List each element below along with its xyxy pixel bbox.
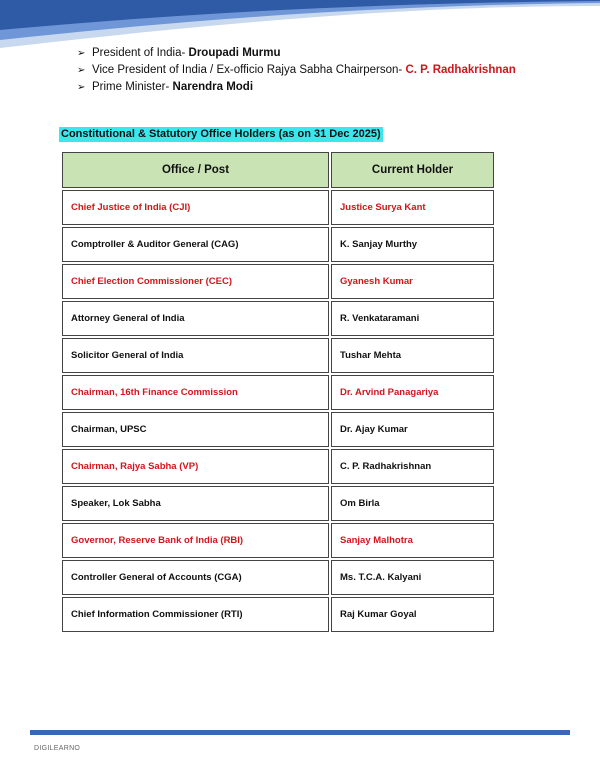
holder-cell: Dr. Ajay Kumar (331, 412, 494, 447)
office-cell: Chief Justice of India (CJI) (62, 190, 329, 225)
footer-brand: DIGILEARNO (34, 745, 81, 752)
footer-bar (30, 730, 570, 735)
key-officials-list (77, 45, 516, 96)
table-row (62, 301, 494, 336)
table-row (62, 523, 494, 558)
holder-cell: Raj Kumar Goyal (331, 597, 494, 632)
office-cell: Chairman, 16th Finance Commission (62, 375, 329, 410)
holder-cell: Om Birla (331, 486, 494, 521)
office-cell: Chief Information Commissioner (RTI) (62, 597, 329, 632)
arrow-bullet-icon: ➢ (77, 65, 86, 76)
column-header-office: Office / Post (62, 152, 329, 188)
holder-cell: R. Venkataramani (331, 301, 494, 336)
holder-cell: Dr. Arvind Panagariya (331, 375, 494, 410)
arrow-bullet-icon: ➢ (77, 82, 86, 93)
table-row (62, 375, 494, 410)
table-row (62, 597, 494, 632)
list-item (77, 79, 516, 96)
holder-cell: Tushar Mehta (331, 338, 494, 373)
column-header-holder: Current Holder (331, 152, 494, 188)
office-cell: Chief Election Commissioner (CEC) (62, 264, 329, 299)
office-cell: Attorney General of India (62, 301, 329, 336)
table-row (62, 560, 494, 595)
office-cell: Comptroller & Auditor General (CAG) (62, 227, 329, 262)
table-row (62, 449, 494, 484)
office-cell: Solicitor General of India (62, 338, 329, 373)
office-cell: Chairman, Rajya Sabha (VP) (62, 449, 329, 484)
list-item (77, 62, 516, 79)
office-cell: Controller General of Accounts (CGA) (62, 560, 329, 595)
list-item (77, 45, 516, 62)
arrow-bullet-icon: ➢ (77, 48, 86, 59)
table-row (62, 338, 494, 373)
office-holders-table (60, 150, 496, 634)
office-cell: Governor, Reserve Bank of India (RBI) (62, 523, 329, 558)
table-row (62, 227, 494, 262)
holder-cell: Ms. T.C.A. Kalyani (331, 560, 494, 595)
table-row (62, 264, 494, 299)
bullet-label: Vice President of India / Ex-officio Rajya Sabha Chairperson- (92, 64, 406, 76)
holder-cell: Gyanesh Kumar (331, 264, 494, 299)
section-title: Constitutional & Statutory Office Holders (as on 31 Dec 2025) (61, 128, 381, 140)
holder-cell: C. P. Radhakrishnan (331, 449, 494, 484)
holder-cell: Justice Surya Kant (331, 190, 494, 225)
bullet-name: Droupadi Murmu (188, 47, 281, 59)
holder-cell: K. Sanjay Murthy (331, 227, 494, 262)
table-header-row (62, 152, 494, 188)
bullet-name: C. P. Radhakrishnan (405, 64, 516, 76)
holder-cell: Sanjay Malhotra (331, 523, 494, 558)
bullet-label: Prime Minister- (92, 81, 173, 93)
bullet-label: President of India- (92, 47, 189, 59)
office-cell: Chairman, UPSC (62, 412, 329, 447)
office-cell: Speaker, Lok Sabha (62, 486, 329, 521)
table-row (62, 486, 494, 521)
table-row (62, 412, 494, 447)
table-row (62, 190, 494, 225)
bullet-name: Narendra Modi (172, 81, 254, 93)
